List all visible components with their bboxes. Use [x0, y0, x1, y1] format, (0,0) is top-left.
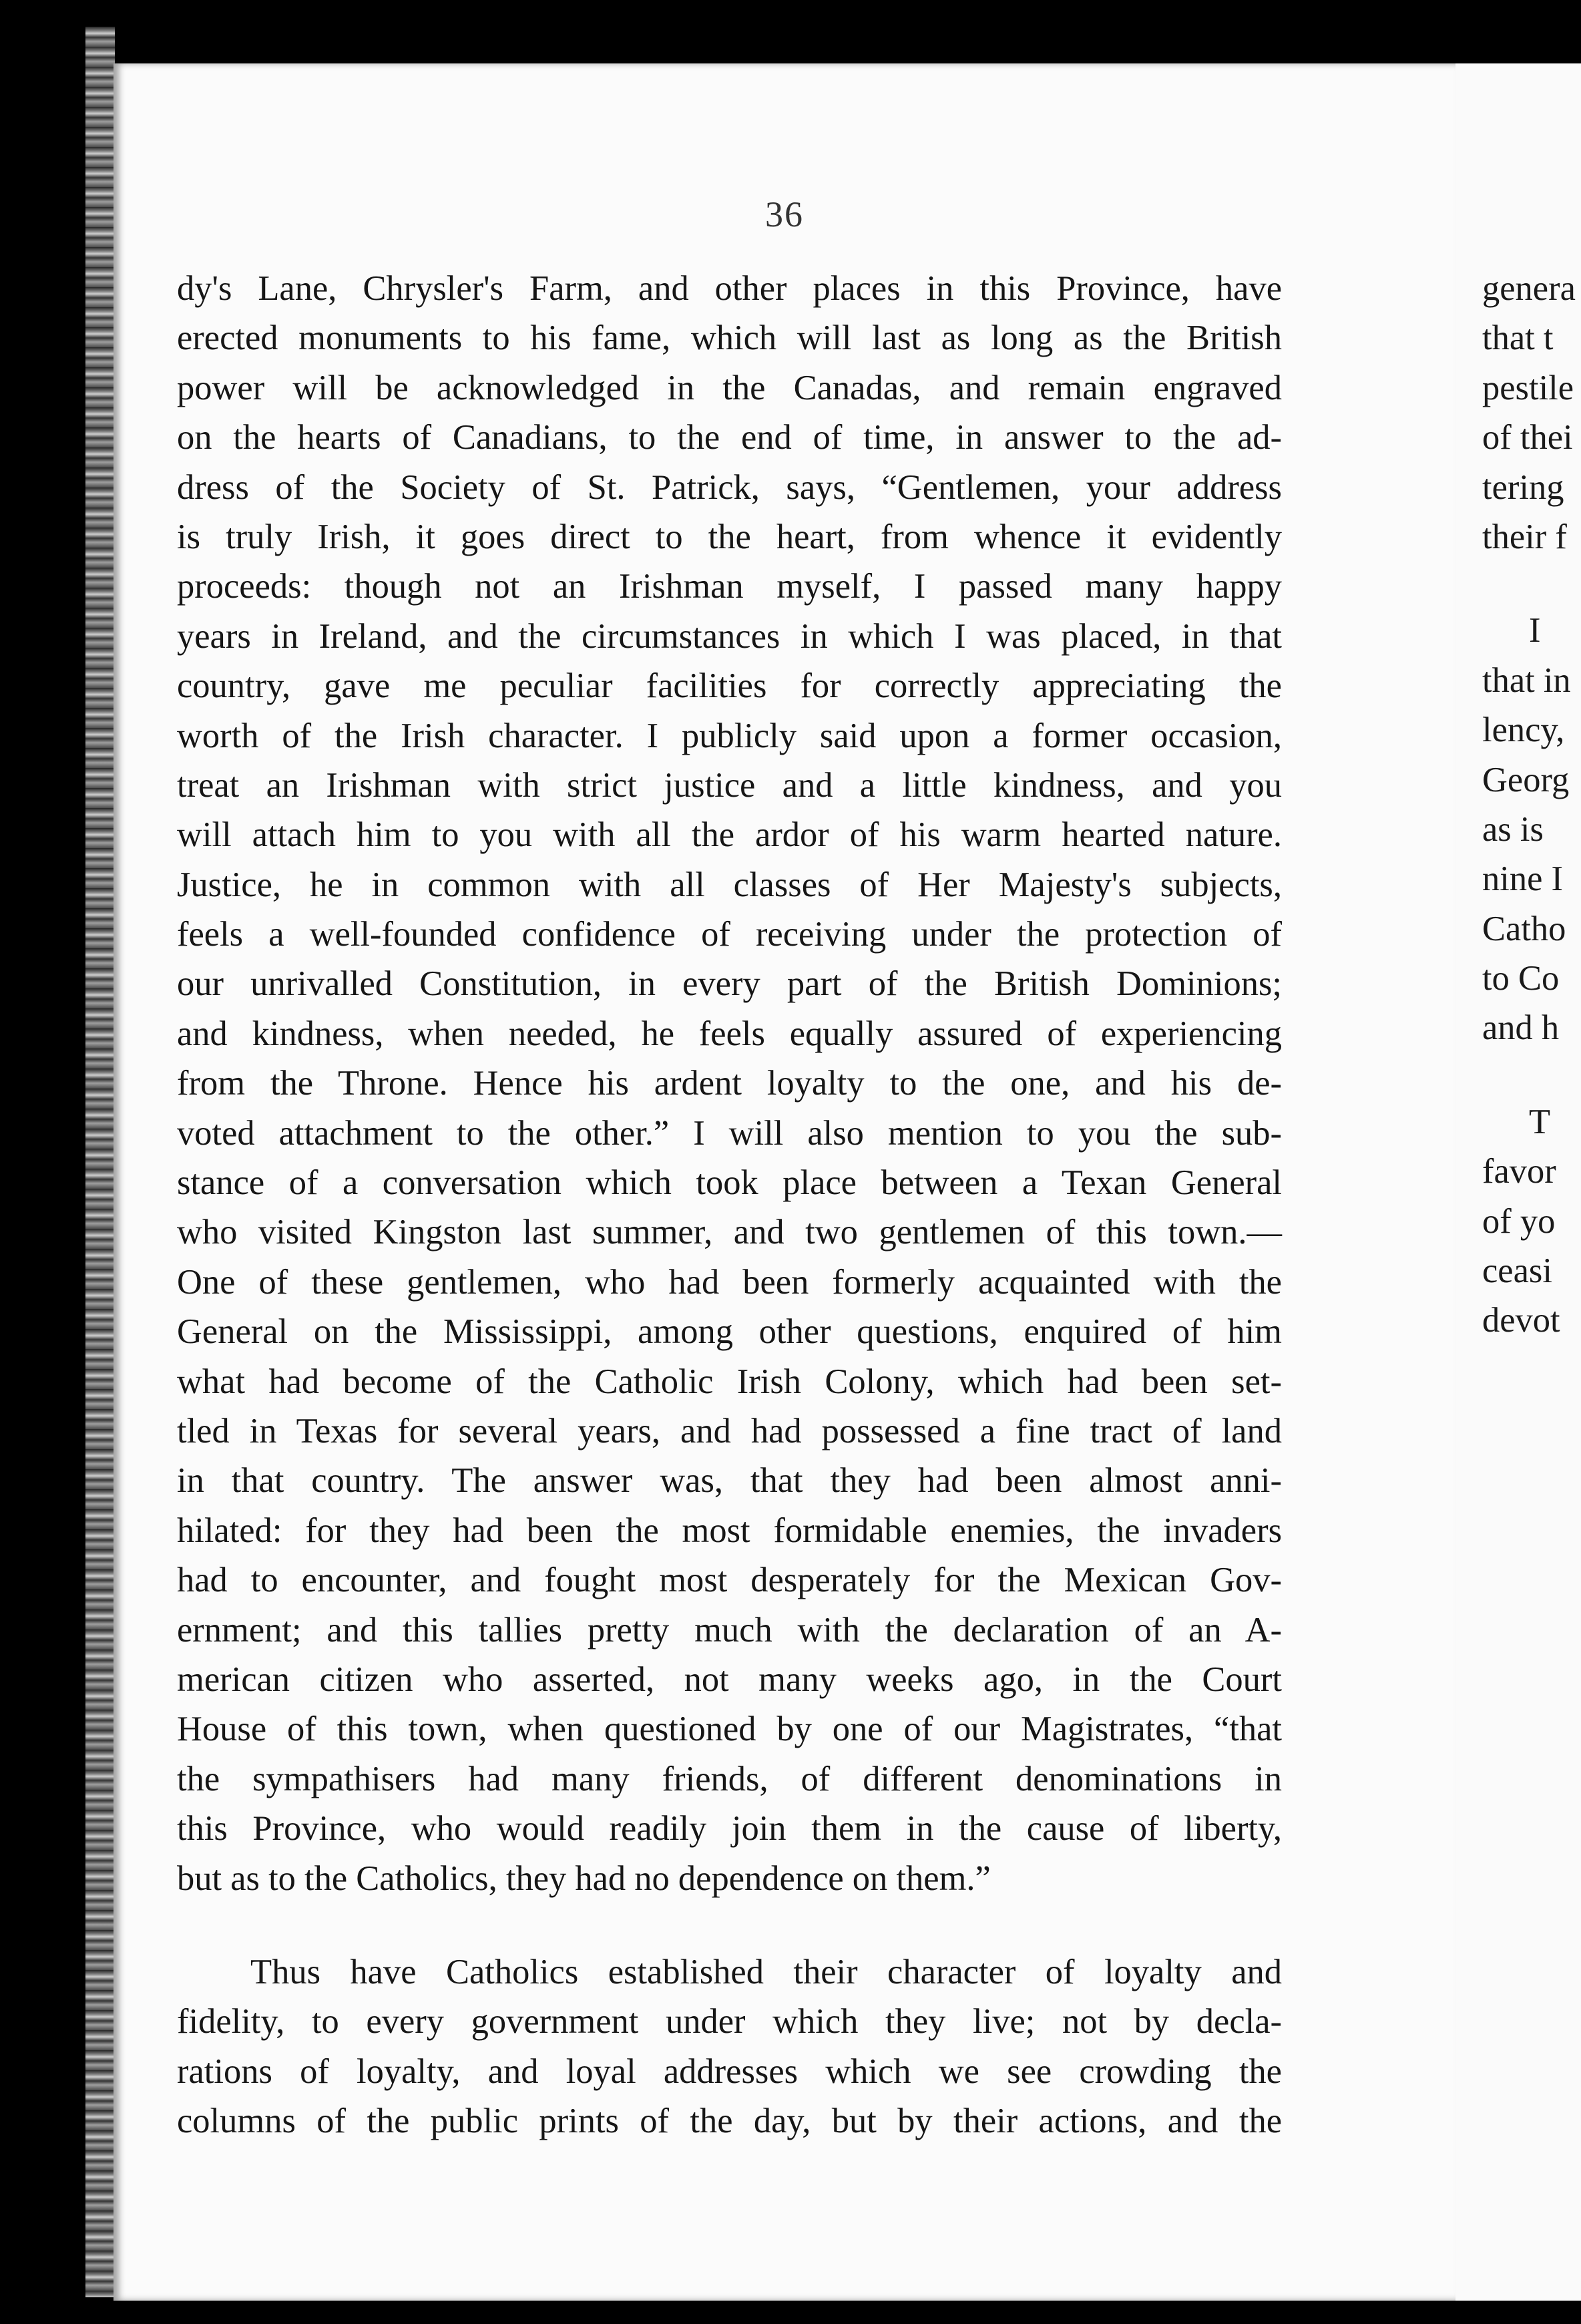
facing-line: that in [1482, 660, 1571, 700]
paragraph-continued [177, 264, 1282, 1903]
facing-line: Catho [1482, 909, 1566, 948]
text-line: voted attachment to the other.” I will also mention to you the sub- [177, 1113, 1282, 1153]
text-line: General on the Mississippi, among other questions, enquired of him [177, 1312, 1282, 1352]
text-line: on the hearts of Canadians, to the end of time, in answer to the ad- [177, 418, 1282, 457]
page-text [177, 264, 1282, 2146]
facing-line: their f [1482, 517, 1567, 556]
text-line: erected monuments to his fame, which will last as long as the British [177, 319, 1282, 358]
text-line: proceeds: though not an Irishman myself, I passed many happy [177, 567, 1282, 606]
facing-group-1 [1482, 264, 1581, 562]
text-line: in that country. The answer was, that they had been almost anni- [177, 1461, 1282, 1501]
facing-line: pestile [1482, 368, 1574, 407]
text-line: worth of the Irish character. I publicly said upon a former occasion, [177, 716, 1282, 755]
text-line: will attach him to you with all the ardor of his warm hearted nature. [177, 815, 1282, 855]
text-line: this Province, who would readily join them in the cause of liberty, [177, 1809, 1282, 1849]
text-line: what had become of the Catholic Irish Colony, which had been set- [177, 1362, 1282, 1401]
facing-line: nine I [1482, 859, 1563, 899]
text-line: hilated: for they had been the most formidable enemies, the invaders [177, 1511, 1282, 1550]
text-line: feels a well-founded confidence of receiving under the protection of [177, 915, 1282, 954]
facing-line: I [1529, 611, 1541, 650]
facing-gap [1482, 1053, 1581, 1097]
text-line: rations of loyalty, and loyal addresses which we see crowding the [177, 2052, 1282, 2091]
text-line: Thus have Catholics established their character of loyalty and [250, 1952, 1282, 1991]
facing-line: tering [1482, 467, 1564, 507]
facing-line: of thei [1482, 418, 1573, 457]
text-line: tled in Texas for several years, and had possessed a fine tract of land [177, 1411, 1282, 1450]
paragraph-gap [177, 1903, 1282, 1947]
facing-gap [1482, 562, 1581, 606]
text-line: years in Ireland, and the circumstances in which I was placed, in that [177, 616, 1282, 656]
facing-line: and h [1482, 1008, 1560, 1048]
facing-line: as is [1482, 809, 1544, 849]
text-line: House of this town, when questioned by one of our Magistrates, “that [177, 1710, 1282, 1749]
facing-line: that t [1482, 319, 1554, 358]
text-line: and kindness, when needed, he feels equally assured of experiencing [177, 1014, 1282, 1053]
facing-line: T [1529, 1102, 1551, 1141]
text-line: fidelity, to every government under which they live; not by decla- [177, 2002, 1282, 2042]
text-line: country, gave me peculiar facilities for correctly appreciating the [177, 666, 1282, 706]
book-binding-edge [85, 27, 115, 2297]
text-line: stance of a conversation which took place between a Texan General [177, 1163, 1282, 1203]
text-line: dress of the Society of St. Patrick, says, “Gentlemen, your address [177, 467, 1282, 507]
facing-line: devot [1482, 1301, 1560, 1340]
facing-line: Georg [1482, 760, 1570, 799]
text-line: dy's Lane, Chrysler's Farm, and other places in this Province, have [177, 269, 1282, 308]
text-line: from the Throne. Hence his ardent loyalty to the one, and his de- [177, 1064, 1282, 1103]
text-line: treat an Irishman with strict justice and a little kindness, and you [177, 765, 1282, 805]
page-number: 36 [765, 194, 804, 234]
facing-line: of yo [1482, 1201, 1556, 1241]
text-line: is truly Irish, it goes direct to the heart, from whence it evidently [177, 517, 1282, 556]
text-line: our unrivalled Constitution, in every part of the British Dominions; [177, 964, 1282, 1004]
facing-page-fragment [1455, 63, 1581, 2301]
text-line: merican citizen who asserted, not many weeks ago, in the Court [177, 1660, 1282, 1699]
facing-line: favor [1482, 1152, 1556, 1191]
facing-group-3 [1482, 1097, 1581, 1346]
facing-line: to Co [1482, 959, 1560, 998]
text-line: who visited Kingston last summer, and two gentlemen of this town.— [177, 1213, 1282, 1252]
text-line: but as to the Catholics, they had no dependence on them.” [177, 1859, 991, 1898]
facing-line: genera [1482, 269, 1576, 308]
text-line: Justice, he in common with all classes of Her Majesty's subjects, [177, 865, 1282, 904]
paragraph-thus [177, 1947, 1282, 2146]
text-line: columns of the public prints of the day, but by their actions, and the [177, 2102, 1282, 2141]
text-line: the sympathisers had many friends, of different denominations in [177, 1759, 1282, 1798]
text-line: One of these gentlemen, who had been formerly acquainted with the [177, 1262, 1282, 1302]
text-line: ernment; and this tallies pretty much with the declaration of an A- [177, 1610, 1282, 1650]
facing-line: lency, [1482, 711, 1565, 750]
facing-line: ceasi [1482, 1251, 1552, 1291]
facing-page-text [1482, 264, 1581, 1346]
book-page [114, 63, 1455, 2301]
facing-group-2 [1482, 606, 1581, 1053]
text-line: power will be acknowledged in the Canadas, and remain engraved [177, 368, 1282, 407]
text-line: had to encounter, and fought most desperately for the Mexican Gov- [177, 1561, 1282, 1600]
